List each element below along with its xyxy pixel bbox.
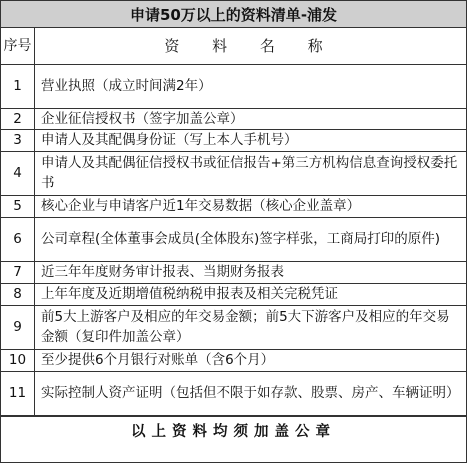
- table-row: [1, 371, 466, 415]
- table-row: [1, 129, 466, 151]
- row-number: 3: [1, 129, 35, 151]
- row-number: 5: [1, 195, 35, 217]
- row-number: 6: [1, 217, 35, 261]
- row-text: 营业执照（成立时间满2年）: [35, 64, 467, 108]
- row-text: 核心企业与申请客户近1年交易数据（核心企业盖章）: [35, 195, 467, 217]
- header-no: 序号: [1, 28, 35, 64]
- row-number: 11: [1, 371, 35, 415]
- checklist-table: [1, 28, 466, 416]
- table-row: [1, 64, 466, 108]
- document-title: 申请50万以上的资料清单-浦发: [1, 1, 466, 28]
- row-number: 7: [1, 261, 35, 283]
- table-row: [1, 217, 466, 261]
- table-row: [1, 195, 466, 217]
- row-text: 申请人及其配偶征信授权书或征信报告+第三方机构信息查询授权委托书: [35, 151, 467, 195]
- row-number: 2: [1, 108, 35, 129]
- table-row: [1, 305, 466, 349]
- row-text: 企业征信授权书（签字加盖公章）: [35, 108, 467, 129]
- row-text: 申请人及其配偶身份证（写上本人手机号）: [35, 129, 467, 151]
- row-number: 10: [1, 349, 35, 371]
- table-row: [1, 349, 466, 371]
- table-row: [1, 108, 466, 129]
- footer-note: 以上资料均须加盖公章: [1, 416, 466, 444]
- row-text: 上年年度及近期增值税纳税申报表及相关完税凭证: [35, 283, 467, 305]
- row-text: 近三年年度财务审计报表、当期财务报表: [35, 261, 467, 283]
- row-text: 实际控制人资产证明（包括但不限于如存款、股票、房产、车辆证明）: [35, 371, 467, 415]
- row-text: 至少提供6个月银行对账单（含6个月）: [35, 349, 467, 371]
- table-row: [1, 261, 466, 283]
- row-number: 4: [1, 151, 35, 195]
- row-number: 9: [1, 305, 35, 349]
- table-row: [1, 283, 466, 305]
- header-name: 资 料 名 称: [35, 28, 467, 64]
- table-row: [1, 151, 466, 195]
- row-text: 公司章程(全体董事会成员(全体股东)签字样张，工商局打印的原件): [35, 217, 467, 261]
- row-text: 前5大上游客户及相应的年交易金额；前5大下游客户及相应的年交易金额（复印件加盖公章）: [35, 305, 467, 349]
- row-number: 1: [1, 64, 35, 108]
- row-number: 8: [1, 283, 35, 305]
